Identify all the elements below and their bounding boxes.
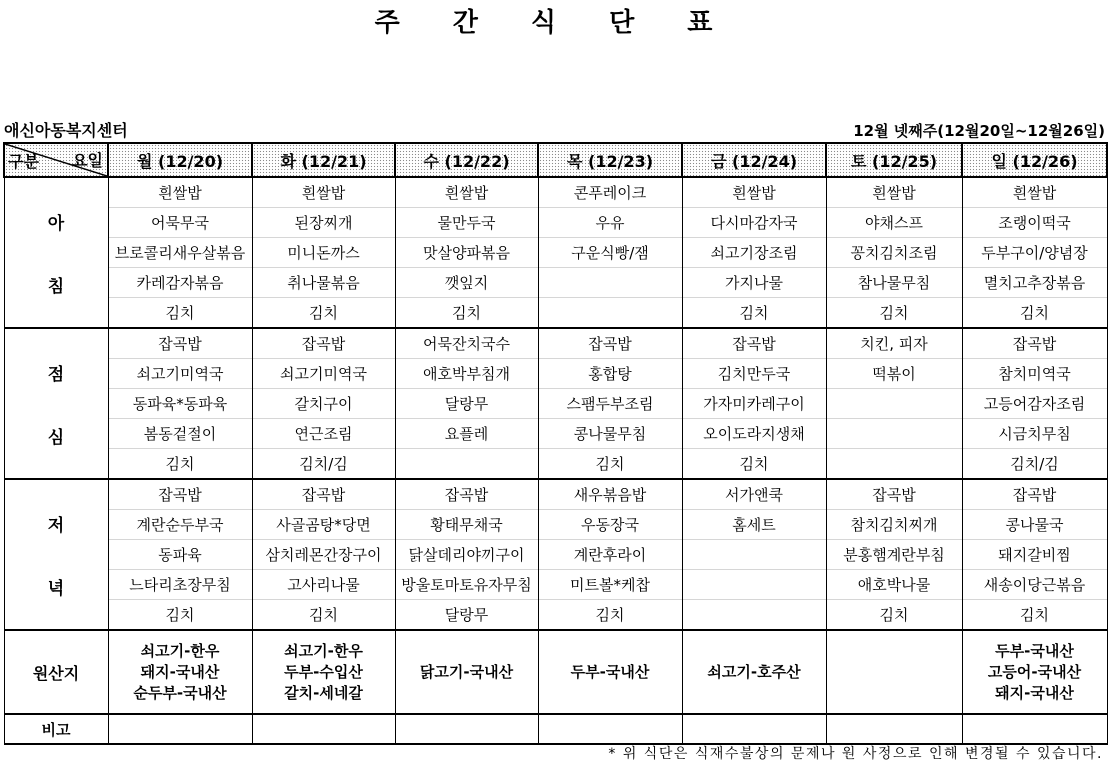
origin-line: 두부-국내산 [995,641,1074,660]
menu-item: 김치 [962,298,1107,329]
menu-item: 스팸두부조림 [538,389,682,419]
menu-item: 브로콜리새우살볶음 [108,238,252,268]
origin-cell [108,630,252,714]
menu-item: 갈치구이 [252,389,395,419]
menu-item: 물만두국 [395,208,538,238]
menu-item: 김치 [682,298,826,329]
note-cell [962,714,1107,744]
menu-item: 잡곡밥 [682,328,826,359]
note-row [4,714,1107,744]
menu-item [682,540,826,570]
menu-item: 김치 [252,298,395,329]
origin-line: 쇠고기-한우 [284,641,363,660]
meal-label-top: 저 [47,515,65,536]
menu-row [4,238,1107,268]
day-header: 월 (12/20) [108,143,252,177]
menu-item: 가지나물 [682,268,826,298]
origin-cell [395,630,538,714]
day-header: 일 (12/26) [962,143,1107,177]
meal-label [4,328,108,479]
menu-item: 김치 [108,449,252,480]
menu-item: 고사리나물 [252,570,395,600]
corner-cell [4,143,108,177]
menu-item: 달랑무 [395,600,538,631]
origin-line: 순두부-국내산 [133,683,227,702]
menu-row [4,208,1107,238]
corner-category-label: 구분 [8,152,39,171]
menu-item: 우동장국 [538,510,682,540]
menu-item: 참치미역국 [962,359,1107,389]
meal-label-bottom: 녁 [47,578,65,599]
origin-line: 두부-국내산 [570,662,650,681]
menu-item [826,449,962,480]
menu-item: 쇠고기장조림 [682,238,826,268]
menu-row [4,389,1107,419]
center-name: 애신아동복지센터 [4,121,128,140]
menu-item: 흰쌀밥 [108,177,252,208]
menu-item: 쇠고기미역국 [252,359,395,389]
menu-item: 잡곡밥 [252,328,395,359]
menu-item: 가자미카레구이 [682,389,826,419]
menu-item: 조랭이떡국 [962,208,1107,238]
menu-item: 삼치레몬간장구이 [252,540,395,570]
menu-item: 김치 [108,600,252,631]
note-cell [395,714,538,744]
menu-item: 잡곡밥 [252,479,395,510]
menu-row [4,328,1107,359]
menu-item: 황태무채국 [395,510,538,540]
menu-item: 흰쌀밥 [962,177,1107,208]
day-header: 목 (12/23) [538,143,682,177]
menu-item: 달랑무 [395,389,538,419]
meal-label-bottom: 심 [47,427,65,448]
corner-day-label: 요일 [72,151,103,170]
menu-row [4,419,1107,449]
menu-row [4,540,1107,570]
menu-item [826,389,962,419]
day-header: 토 (12/25) [826,143,962,177]
origin-cell [826,630,962,714]
menu-item: 구운식빵/잼 [538,238,682,268]
origin-line: 고등어-국내산 [987,662,1082,681]
menu-item: 흰쌀밥 [682,177,826,208]
origin-cell [252,630,395,714]
menu-item: 사골곰탕*당면 [252,510,395,540]
menu-item: 김치 [826,298,962,329]
origin-label: 원산지 [4,630,108,714]
origin-line: 갈치-세네갈 [284,683,363,702]
menu-item: 동파육 [108,540,252,570]
weekly-menu-table [3,142,1108,745]
note-cell [826,714,962,744]
menu-item: 치킨, 피자 [826,328,962,359]
menu-item: 홈세트 [682,510,826,540]
menu-item: 잡곡밥 [108,328,252,359]
menu-item: 김치 [108,298,252,329]
menu-item: 닭살데리야끼구이 [395,540,538,570]
menu-item: 김치만두국 [682,359,826,389]
origin-line: 돼지-국내산 [140,662,220,681]
day-header: 금 (12/24) [682,143,826,177]
menu-item: 멸치고추장볶음 [962,268,1107,298]
menu-item: 오이도라지생채 [682,419,826,449]
menu-item: 꽁치김치조림 [826,238,962,268]
menu-item: 된장찌개 [252,208,395,238]
menu-item [682,600,826,631]
menu-row [4,359,1107,389]
menu-item: 새우볶음밥 [538,479,682,510]
menu-item: 깻잎지 [395,268,538,298]
menu-item: 느타리초장무침 [108,570,252,600]
note-cell [682,714,826,744]
menu-item: 야채스프 [826,208,962,238]
menu-item: 잡곡밥 [962,328,1107,359]
menu-item: 떡볶이 [826,359,962,389]
page-title: 주 간 식 단 표 [374,8,735,38]
menu-item: 콘푸레이크 [538,177,682,208]
menu-item: 김치/김 [252,449,395,480]
menu-item: 계란순두부국 [108,510,252,540]
menu-item: 돼지갈비찜 [962,540,1107,570]
menu-item: 콩나물무침 [538,419,682,449]
menu-item: 김치 [538,600,682,631]
menu-item: 새송이당근볶음 [962,570,1107,600]
menu-item: 봄동겉절이 [108,419,252,449]
menu-item: 흰쌀밥 [826,177,962,208]
menu-item: 참치김치찌개 [826,510,962,540]
origin-line: 닭고기-국내산 [419,662,514,681]
menu-item: 어묵잔치국수 [395,328,538,359]
menu-item: 두부구이/양념장 [962,238,1107,268]
menu-item: 김치 [962,600,1107,631]
origin-row [4,630,1107,714]
menu-row [4,479,1107,510]
menu-item: 동파육*동파육 [108,389,252,419]
menu-item: 분홍햄계란부침 [826,540,962,570]
menu-item: 홍합탕 [538,359,682,389]
note-cell [252,714,395,744]
menu-item: 참나물무침 [826,268,962,298]
menu-row [4,449,1107,480]
note-label: 비고 [4,714,108,744]
menu-item: 김치 [395,298,538,329]
menu-item [395,449,538,480]
menu-item: 잡곡밥 [108,479,252,510]
footnote: * 위 식단은 식재수불상의 문제나 원 사정으로 인해 변경될 수 있습니다. [608,746,1103,762]
origin-cell [538,630,682,714]
menu-item: 다시마감자국 [682,208,826,238]
menu-item: 김치 [538,449,682,480]
menu-item [682,570,826,600]
menu-row [4,298,1107,329]
note-cell [108,714,252,744]
meal-label-bottom: 침 [47,276,65,297]
menu-item: 서가앤쿡 [682,479,826,510]
menu-item: 잡곡밥 [538,328,682,359]
menu-item: 연근조림 [252,419,395,449]
menu-row [4,268,1107,298]
note-cell [538,714,682,744]
meal-label-top: 아 [47,213,65,234]
menu-item [826,419,962,449]
meal-label [4,177,108,328]
menu-item: 시금치무침 [962,419,1107,449]
week-label: 12월 넷째주(12월20일~12월26일) [853,122,1105,140]
menu-item: 방울토마토유자무침 [395,570,538,600]
meal-label [4,479,108,630]
header-row [4,143,1107,177]
menu-item: 김치 [252,600,395,631]
menu-item: 콩나물국 [962,510,1107,540]
menu-row [4,510,1107,540]
origin-line: 두부-수입산 [284,662,363,681]
origin-line: 쇠고기-호주산 [707,662,801,681]
menu-item: 잡곡밥 [962,479,1107,510]
origin-cell [682,630,826,714]
menu-item: 쇠고기미역국 [108,359,252,389]
menu-item: 김치/김 [962,449,1107,480]
menu-item: 미트볼*케찹 [538,570,682,600]
menu-item: 계란후라이 [538,540,682,570]
menu-item: 카레감자볶음 [108,268,252,298]
menu-item: 흰쌀밥 [252,177,395,208]
menu-item [538,268,682,298]
menu-item: 김치 [682,449,826,480]
menu-item: 김치 [826,600,962,631]
origin-cell [962,630,1107,714]
menu-item [538,298,682,329]
day-header: 수 (12/22) [395,143,538,177]
menu-item: 흰쌀밥 [395,177,538,208]
meal-label-top: 점 [47,364,65,385]
menu-row [4,600,1107,631]
menu-item: 애호박부침개 [395,359,538,389]
menu-item: 잡곡밥 [826,479,962,510]
menu-item: 우유 [538,208,682,238]
menu-item: 맛살양파볶음 [395,238,538,268]
menu-item: 고등어감자조림 [962,389,1107,419]
menu-row [4,570,1107,600]
menu-item: 잡곡밥 [395,479,538,510]
origin-line: 돼지-국내산 [995,683,1074,702]
menu-item: 취나물볶음 [252,268,395,298]
menu-item: 어묵무국 [108,208,252,238]
menu-item: 요플레 [395,419,538,449]
day-header: 화 (12/21) [252,143,395,177]
origin-line: 쇠고기-한우 [140,641,220,660]
menu-row [4,177,1107,208]
menu-item: 애호박나물 [826,570,962,600]
menu-item: 미니돈까스 [252,238,395,268]
